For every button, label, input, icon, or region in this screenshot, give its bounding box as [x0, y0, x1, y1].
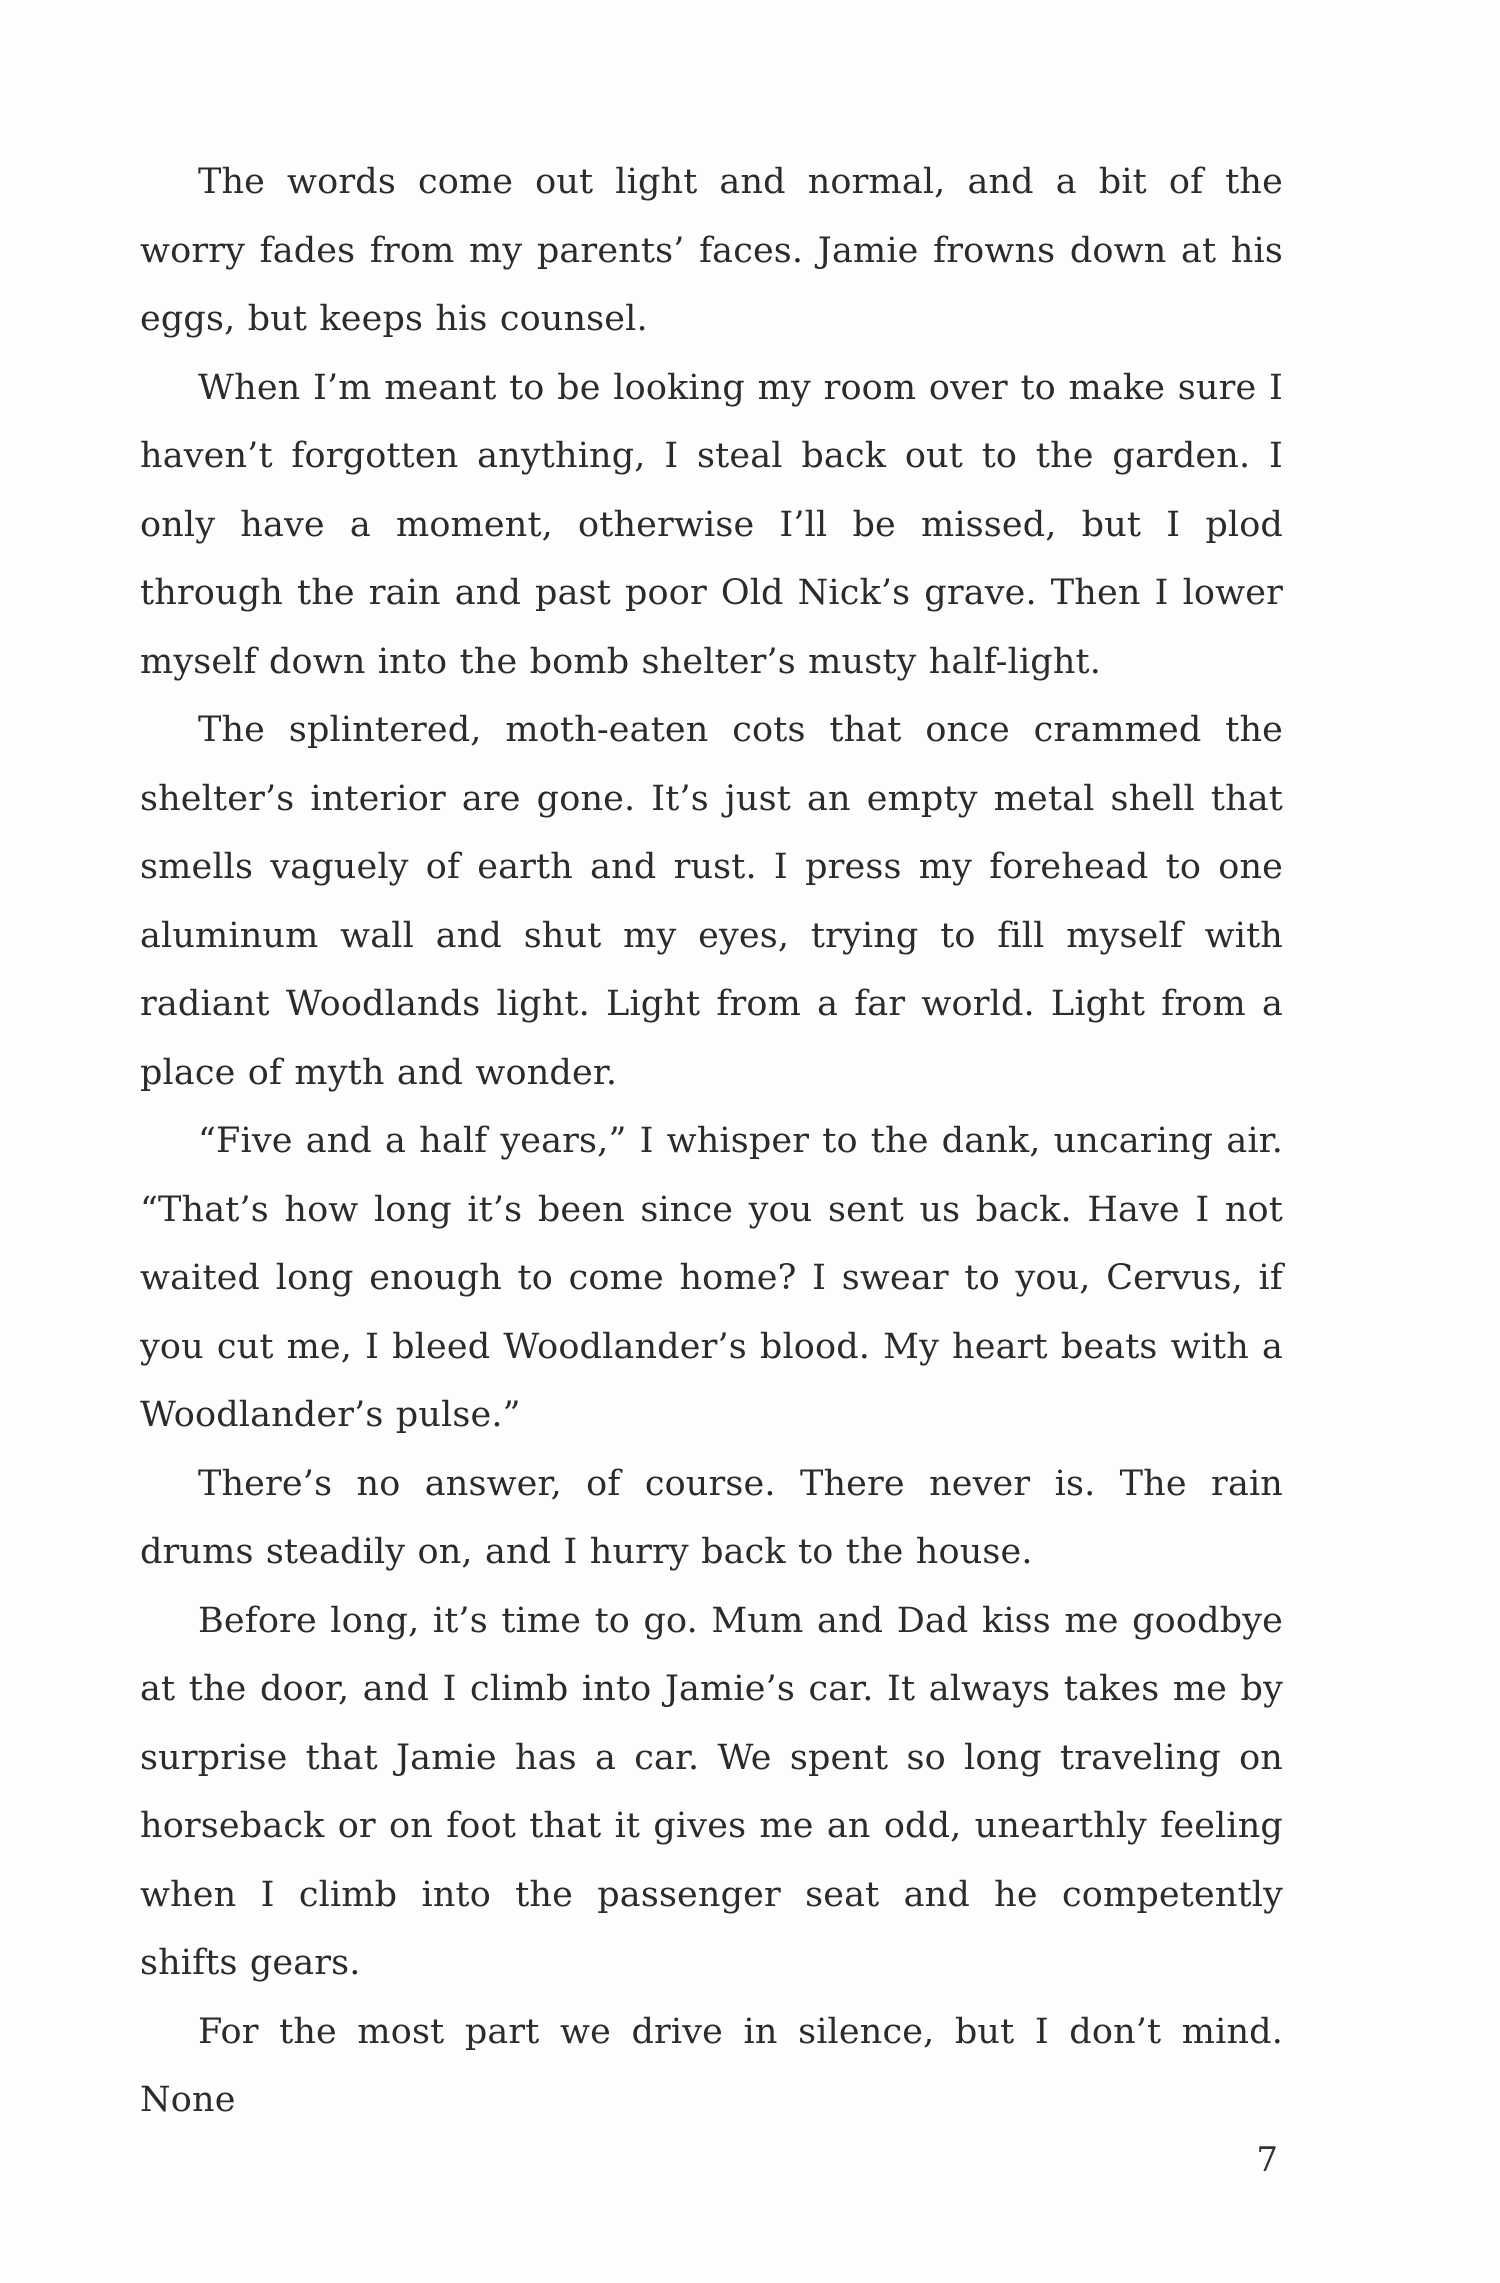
paragraph-4: “Five and a half years,” I whisper to the dank, uncaring air. “That’s how long it’s been since you sent us back. Have I not waited long enough to come home? I swear to you, Cervus, if you cut me, I bleed Woodlander’s blood. My heart beats with a Woodlander’s pulse.”	[140, 1121, 1283, 1435]
paragraph-5: There’s no answer, of course. There never is. The rain drums steadily on, and I hurry back to the house.	[140, 1463, 1283, 1572]
paragraph-2: When I’m meant to be looking my room over to make sure I haven’t forgotten anything, I steal back out to the garden. I only have a moment, otherwise I’ll be missed, but I plod through the rain and past poor Old Nick’s grave. Then I lower myself down into the bomb shelter’s musty half-light.	[140, 367, 1283, 682]
paragraph-7: For the most part we drive in silence, but I don’t mind. None	[140, 2011, 1283, 2120]
paragraph-3: The splintered, moth-eaten cots that once crammed the shelter’s interior are gone. It’s just an empty metal shell that smells vaguely of earth and rust. I press my forehead to one aluminum wall and shut my eyes, trying to fill myself with radiant Woodlands light. Light from a far world. Light from a place of myth and wonder.	[140, 710, 1283, 1093]
page-number: 7	[1256, 2140, 1278, 2180]
paragraph-1: The words come out light and normal, and a bit of the worry fades from my parents’ faces. Jamie frowns down at his eggs, but keeps his counsel.	[140, 162, 1283, 339]
paragraph-6: Before long, it’s time to go. Mum and Dad kiss me goodbye at the door, and I climb into Jamie’s car. It always takes me by surprise that Jamie has a car. We spent so long traveling on horseback or on foot that it gives me an odd, unearthly feeling when I climb into the passenger seat and he competently shifts gears.	[140, 1600, 1283, 1983]
body-text	[140, 148, 1283, 2135]
